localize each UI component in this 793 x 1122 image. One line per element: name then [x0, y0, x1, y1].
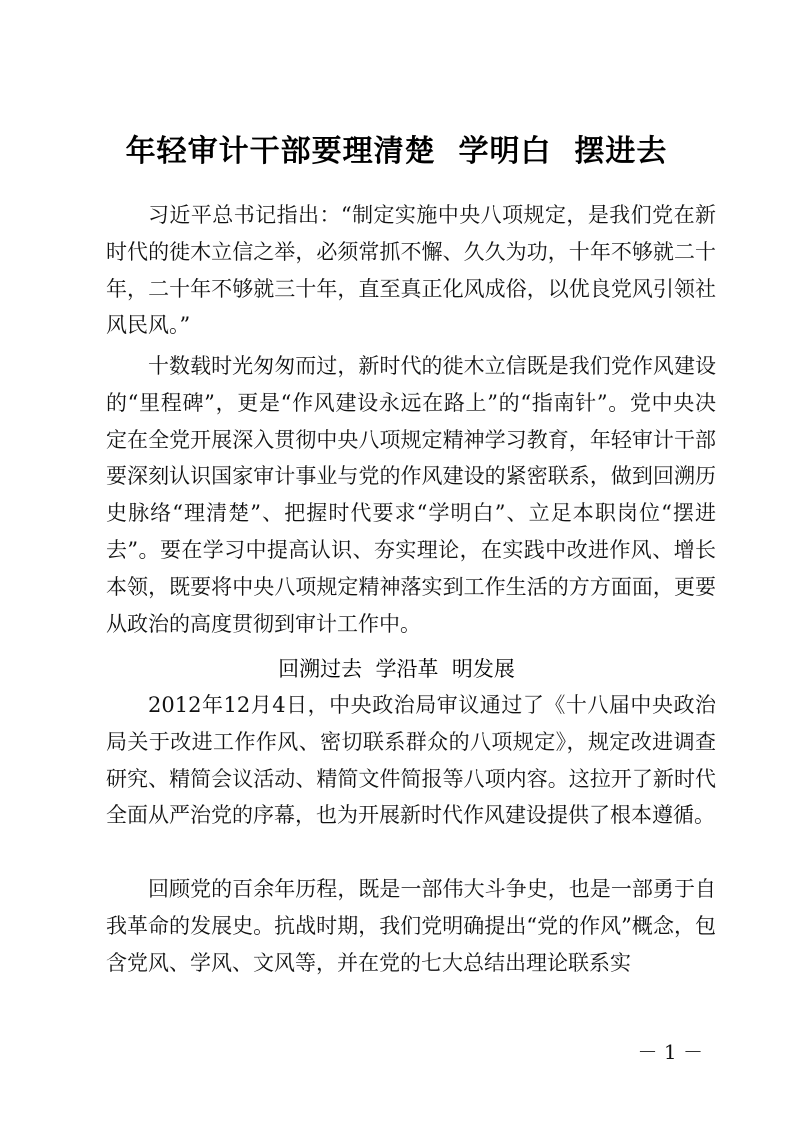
- page-number: － 1 －: [637, 1040, 703, 1064]
- paragraph-history: 2012年12月4日，中央政治局审议通过了《十八届中央政治局关于改进工作作风、密切联系群众的八项规定》，规定改进调查研究、精简会议活动、精简文件简报等八项内容。这拉开了新时代全面从严治党的序幕，也为开展新时代作风建设提供了根本遵循。: [106, 693, 716, 828]
- paragraph-review: 回顾党的百余年历程，既是一部伟大斗争史，也是一部勇于自我革命的发展史。抗战时期，我们党明确提出“党的作风”概念，包含党风、学风、文风等，并在党的七大总结出理论联系实: [106, 877, 716, 975]
- paragraph-intro: 十数载时光匆匆而过，新时代的徙木立信既是我们党作风建设的“里程碑”，更是“作风建设永远在路上”的“指南针”。党中央决定在全党开展深入贯彻中央八项规定精神学习教育，年轻审计干部要深刻认识国家审计事业与党的作风建设的紧密联系，做到回溯历史脉络“理清楚”、把握时代要求“学明白”、立足本职岗位“摆进去”。要在学习中提高认识、夯实理论，在实践中改进作风、增长本领，既要将中央八项规定精神落实到工作生活的方方面面，更要从政治的高度贯彻到审计工作中。: [106, 354, 716, 636]
- section-heading: 回溯过去 学沿革 明发展: [278, 657, 515, 681]
- document-title: 年轻审计干部要理清楚 学明白 摆进去: [125, 134, 668, 169]
- paragraph-quote: 习近平总书记指出：“制定实施中央八项规定，是我们党在新时代的徙木立信之举，必须常抓不懈、久久为功，十年不够就二十年，二十年不够就三十年，直至真正化风成俗，以优良党风引领社风民风。”: [106, 203, 716, 338]
